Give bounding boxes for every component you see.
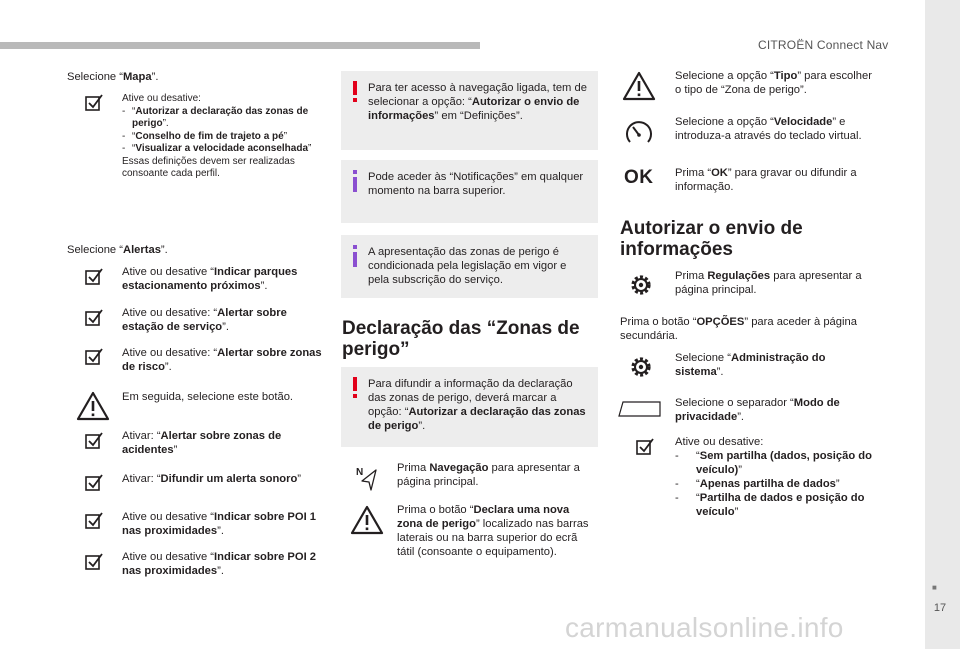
warning-triangle-icon xyxy=(76,391,110,421)
end-marker: ■ xyxy=(932,583,937,592)
alert-item-service-station: Ative ou desative: “Alertar sobre estação de serviço”. xyxy=(122,307,287,333)
info-mark-icon xyxy=(351,245,363,272)
speed-gauge-icon xyxy=(624,118,654,148)
map-options-block: Ative ou desative: - “Autorizar a declaração das zonas de perigo”. - “Conselho de fim de trajeto a pé” - “Visualizar a velocidade aconselhada” Essas definições devem ser realizadas consoante cada perfil. xyxy=(122,93,312,179)
checkbox-icon xyxy=(85,432,103,449)
checkbox-icon xyxy=(85,348,103,365)
watermark: carmanualsonline.info xyxy=(565,612,844,643)
info-note-text: Pode aceder às “Notificações” em qualquer momento na barra superior. xyxy=(368,171,584,197)
warning-note-box xyxy=(341,367,598,447)
privacy-tab-instruction: Selecione o separador “Modo de privacidade”. xyxy=(675,397,840,423)
ok-icon: OK xyxy=(624,167,654,188)
svg-text:N: N xyxy=(356,467,364,478)
page-edge-strip xyxy=(925,0,960,649)
select-map-text: Selecione “Mapa”. xyxy=(67,71,159,83)
settings-instruction: Prima Regulações para apresentar a página principal. xyxy=(675,270,862,296)
section-heading-danger-zones: Declaração das “Zonas de perigo” xyxy=(342,318,580,360)
gear-icon xyxy=(627,353,655,381)
alert-item-select-button: Em seguida, selecione este botão. xyxy=(122,391,294,403)
select-alerts-text: Selecione “Alertas”. xyxy=(67,244,168,256)
checkbox-icon xyxy=(85,309,103,326)
tab-icon xyxy=(618,400,662,418)
info-note-text: A apresentação das zonas de perigo é condicionada pela legislação em vigor e pela subscrição do serviço. xyxy=(368,246,567,286)
info-note-box xyxy=(341,160,598,223)
info-note-box xyxy=(341,235,598,298)
checkbox-icon xyxy=(85,474,103,491)
section-heading-send-info: Autorizar o envio de informações xyxy=(620,218,803,260)
warning-mark-icon xyxy=(351,377,363,404)
alert-item-poi-2: Ative ou desative “Indicar sobre POI 2 nas proximidades”. xyxy=(122,551,317,577)
alert-item-sound-alert: Ativar: “Difundir um alerta sonoro” xyxy=(122,473,302,485)
alert-item-poi-1: Ative ou desative “Indicar sobre POI 1 nas proximidades”. xyxy=(122,511,317,537)
share-options-block: Ative ou desative: - “Sem partilha (dados, posição do veículo)” - “Apenas partilha de dados” - “Partilha de dados e posição do veículo” xyxy=(675,436,872,518)
speed-option-instruction: Selecione a opção “Velocidade” e introduza-a através do teclado virtual. xyxy=(675,116,862,142)
warning-note-text: Para ter acesso à navegação ligada, tem de selecionar a opção: “Autorizar o envio de informações” em “Definições”. xyxy=(368,82,587,122)
warning-triangle-icon xyxy=(350,505,384,535)
alert-item-accident-zones: Ativar: “Alertar sobre zonas de acidentes” xyxy=(122,430,282,456)
brand-label: CITROËN Connect Nav xyxy=(758,38,889,52)
alert-item-parking: Ative ou desative “Indicar parques estacionamento próximos”. xyxy=(122,266,298,292)
checkbox-icon xyxy=(85,512,103,529)
alert-item-risk-zones: Ative ou desative: “Alertar sobre zonas de risco”. xyxy=(122,347,322,373)
system-admin-instruction: Selecione “Administração do sistema”. xyxy=(675,352,826,378)
declare-zone-instruction: Prima o botão “Declara uma nova zona de perigo” localizado nas barras laterais ou na barra superior do ecrã tátil (consoante o equipamento). xyxy=(397,504,589,558)
page-number: 17 xyxy=(933,602,947,614)
checkbox-icon xyxy=(85,94,103,111)
warning-note-box xyxy=(341,71,598,150)
checkbox-icon xyxy=(85,553,103,570)
options-instruction: Prima o botão “OPÇÕES” para aceder à página secundária. xyxy=(620,316,857,342)
warning-note-text: Para difundir a informação da declaração das zonas de perigo, deverá marcar a opção: “Autorizar a declaração das zonas de perigo”. xyxy=(368,378,586,432)
ok-instruction: Prima “OK” para gravar ou difundir a informação. xyxy=(675,167,857,193)
type-option-instruction: Selecione a opção “Tipo” para escolher o tipo de “Zona de perigo”. xyxy=(675,70,872,96)
info-mark-icon xyxy=(351,170,363,197)
navigation-instruction: Prima Navegação para apresentar a página principal. xyxy=(397,462,580,488)
header-bar xyxy=(0,42,480,49)
checkbox-icon xyxy=(636,438,654,455)
gear-icon xyxy=(627,271,655,299)
warning-triangle-icon xyxy=(622,71,656,101)
warning-mark-icon xyxy=(351,81,363,108)
checkbox-icon xyxy=(85,268,103,285)
navigation-icon xyxy=(356,466,380,492)
